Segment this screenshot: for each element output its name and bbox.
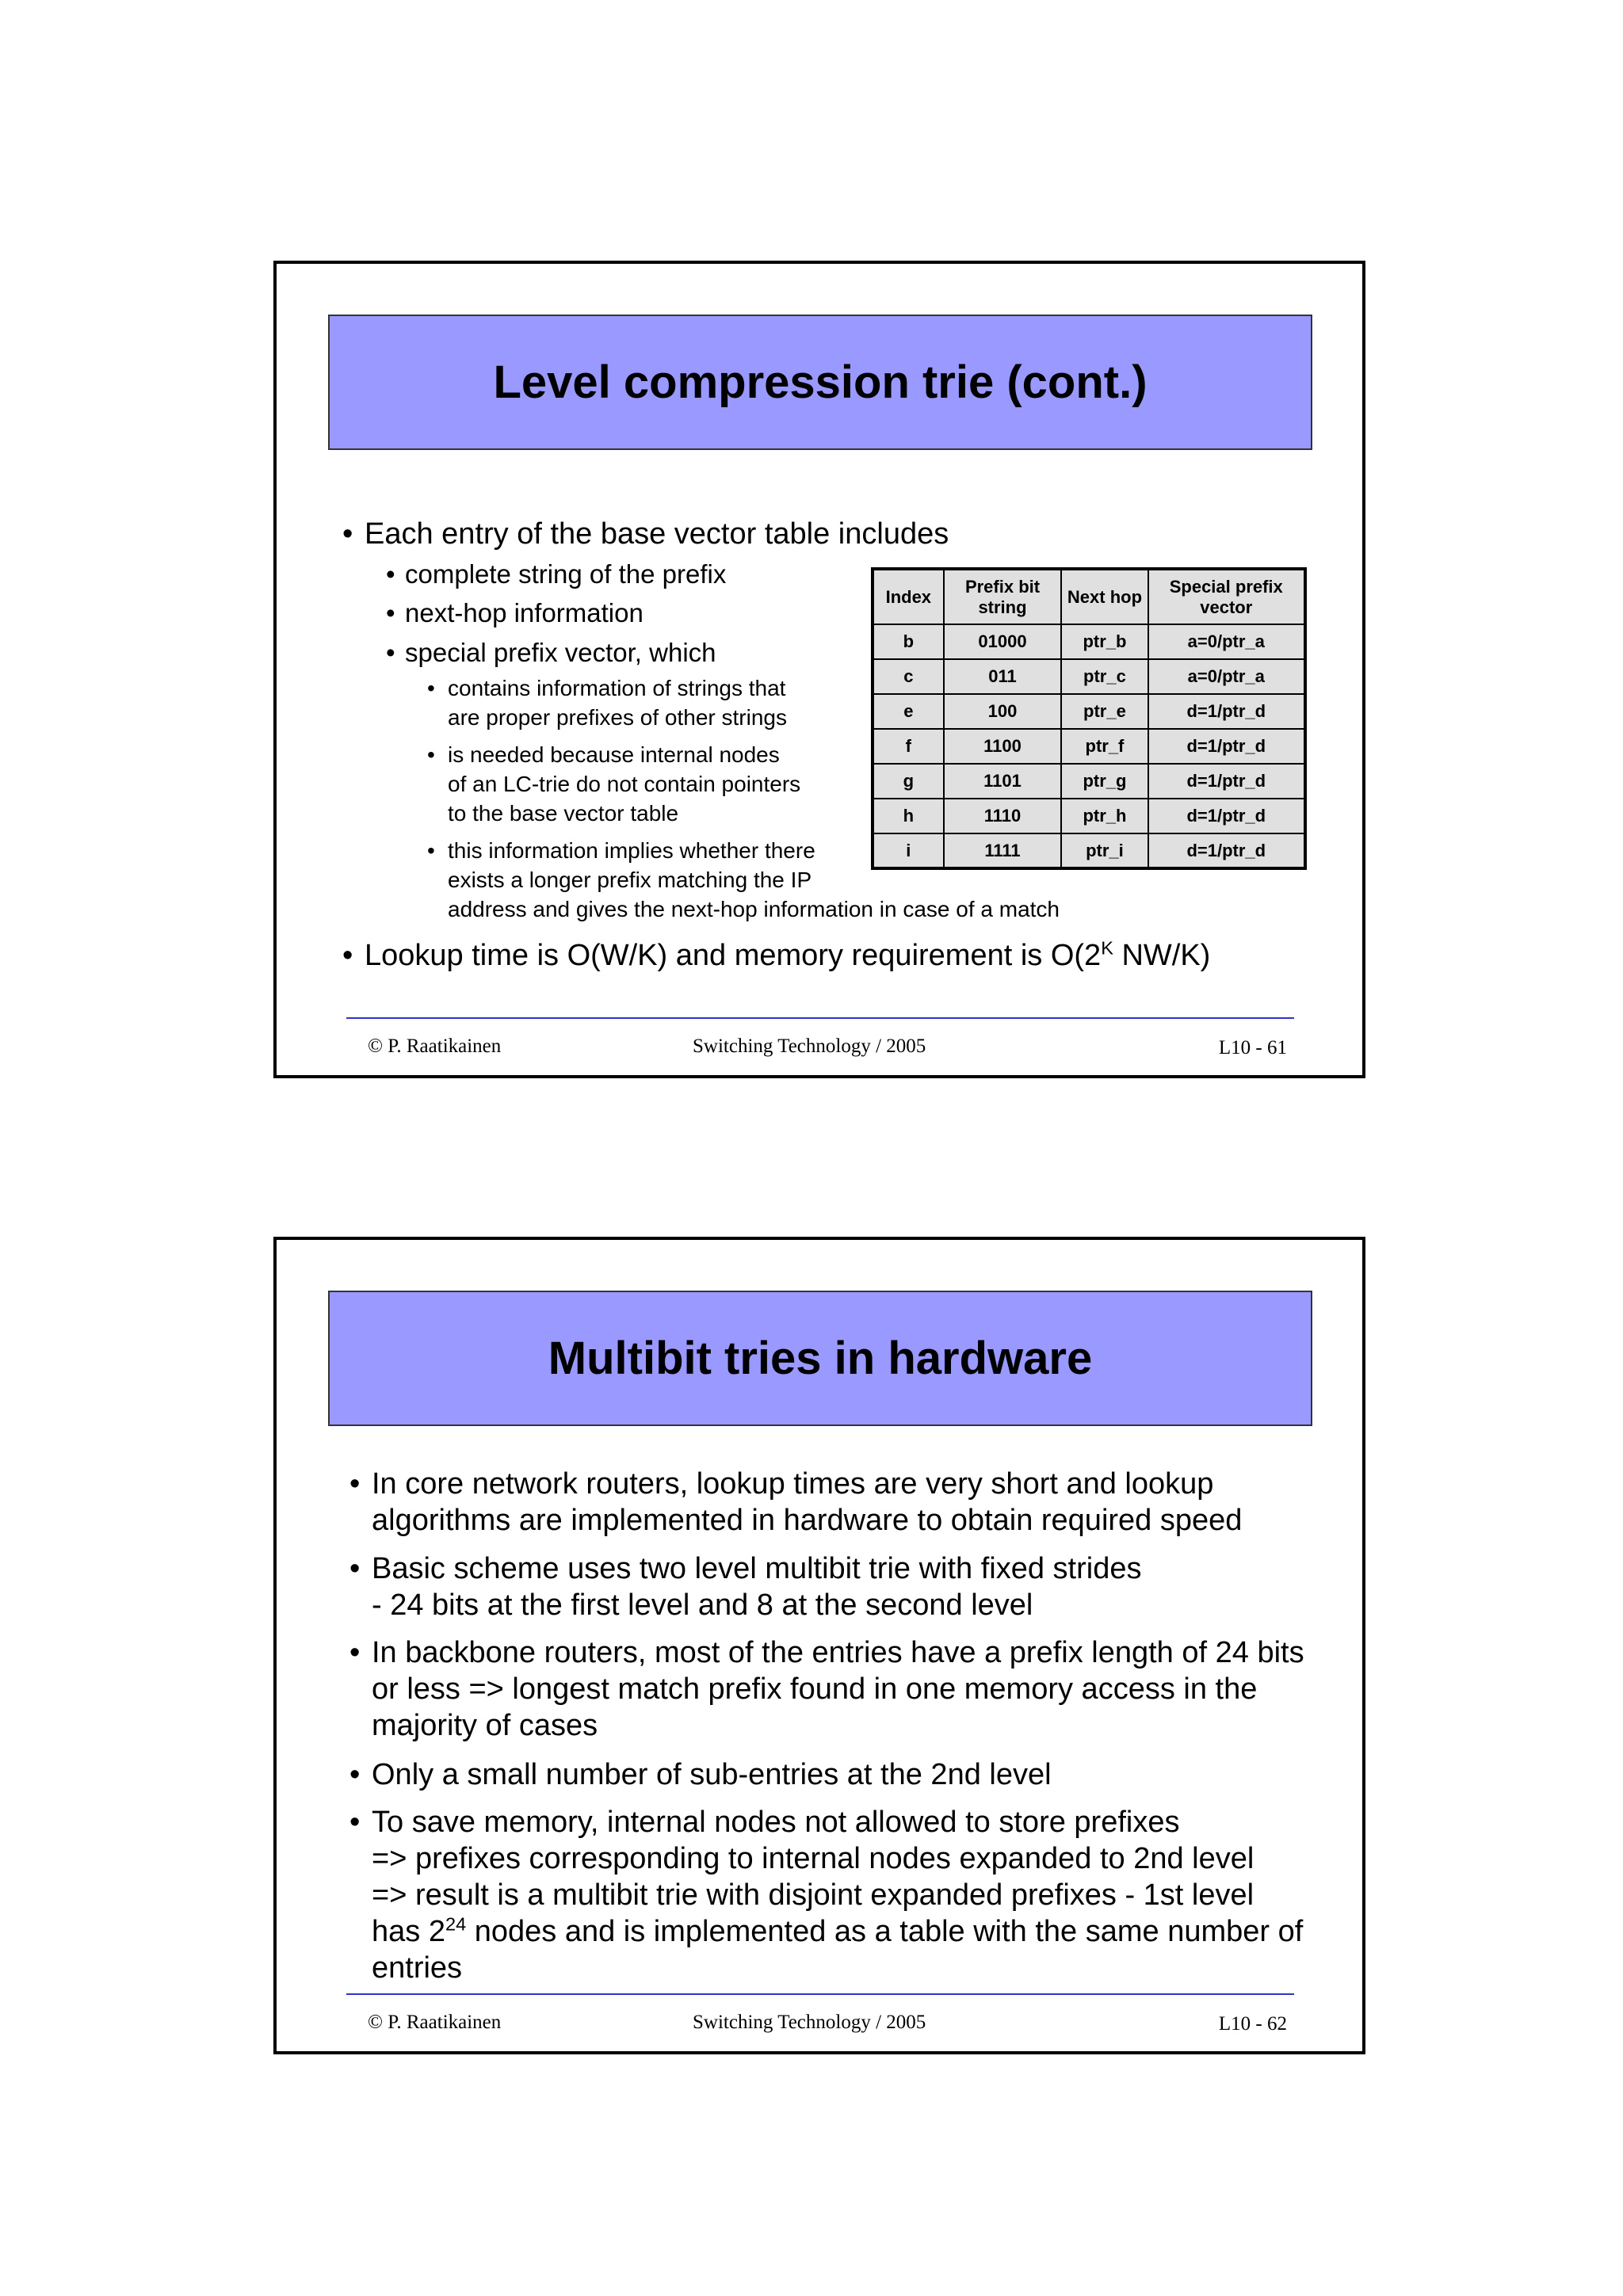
table-row: b 01000 ptr_b a=0/ptr_a xyxy=(873,624,1305,659)
footer-author: © P. Raatikainen xyxy=(368,1035,502,1057)
table-row: c 011 ptr_c a=0/ptr_a xyxy=(873,659,1305,694)
header-special-prefix-vector: Special prefix vector xyxy=(1148,569,1305,624)
table-row: i 1111 ptr_i d=1/ptr_d xyxy=(873,833,1305,868)
bullet-core-routers: • In core network routers, lookup times are very short and lookup algorithms are implemented in hardware to obtain required speed xyxy=(349,1467,1243,1537)
sub-bullet-next-hop: • next-hop information xyxy=(386,598,643,627)
bullet-save-memory: • To save memory, internal nodes not allowed to store prefixes => prefixes corresponding to internal nodes expanded to 2nd level => result is a multibit trie with disjoint expanded prefixes - 1st level has $2^{24}$ nodes and is implemented as a table with the same number of entries xyxy=(349,1806,1304,1985)
header-next-hop: Next hop xyxy=(1061,569,1148,624)
footer-course: Switching Technology / 2005 xyxy=(693,2012,926,2033)
sub-bullet-prefix-string: • complete string of the prefix xyxy=(386,559,727,589)
table-row: f 1100 ptr_f d=1/ptr_d xyxy=(873,729,1305,764)
subsub-bullet-longer-prefix: • this information implies whether there exists a longer prefix matching the IP address and gives the next-hop information in case of a match xyxy=(427,838,1060,921)
footer-page-number: L10 - 61 xyxy=(1218,1037,1287,1058)
slide-title-box xyxy=(328,315,1312,450)
slide-title: Multibit tries in hardware xyxy=(548,1333,1093,1384)
bullet-backbone-routers: • In backbone routers, most of the entries have a prefix length of 24 bits or less => longest match prefix found in one memory access in the majority of cases xyxy=(349,1636,1304,1742)
sub-bullet-special-vector: • special prefix vector, which xyxy=(386,638,716,667)
footer-author: © P. Raatikainen xyxy=(368,2012,502,2033)
slide-title-box xyxy=(328,1291,1312,1426)
footer-course: Switching Technology / 2005 xyxy=(693,1035,926,1057)
base-vector-table xyxy=(871,567,1307,870)
bullet-sub-entries: • Only a small number of sub-entries at the 2nd level xyxy=(349,1758,1052,1791)
slide-62 xyxy=(273,1237,1365,2054)
footer-divider xyxy=(346,1993,1294,1995)
subsub-bullet-proper-prefixes: • contains information of strings that are proper prefixes of other strings xyxy=(427,676,787,730)
footer-page-number: L10 - 62 xyxy=(1218,2013,1287,2035)
bullet-base-vector: • Each entry of the base vector table includes xyxy=(342,517,949,551)
table-row: g 1101 ptr_g d=1/ptr_d xyxy=(873,764,1305,799)
header-index: Index xyxy=(873,569,944,624)
slide-title: Level compression trie (cont.) xyxy=(493,357,1148,408)
slide-61 xyxy=(273,261,1365,1078)
bullet-lookup-time: • Lookup time is O(W/K) and memory requirement is $O(2^K$ NW/K) xyxy=(342,937,1211,972)
table-row: h 1110 ptr_h d=1/ptr_d xyxy=(873,799,1305,833)
table-row: e 100 ptr_e d=1/ptr_d xyxy=(873,694,1305,729)
subsub-bullet-internal-nodes: • is needed because internal nodes of an LC-trie do not contain pointers to the base vector table xyxy=(427,742,801,826)
header-prefix-bit-string: Prefix bit string xyxy=(944,569,1062,624)
footer-divider xyxy=(346,1017,1294,1019)
bullet-basic-scheme: • Basic scheme uses two level multibit trie with fixed strides - 24 bits at the first level and 8 at the second level xyxy=(349,1552,1142,1622)
table-header-row xyxy=(873,569,1305,624)
